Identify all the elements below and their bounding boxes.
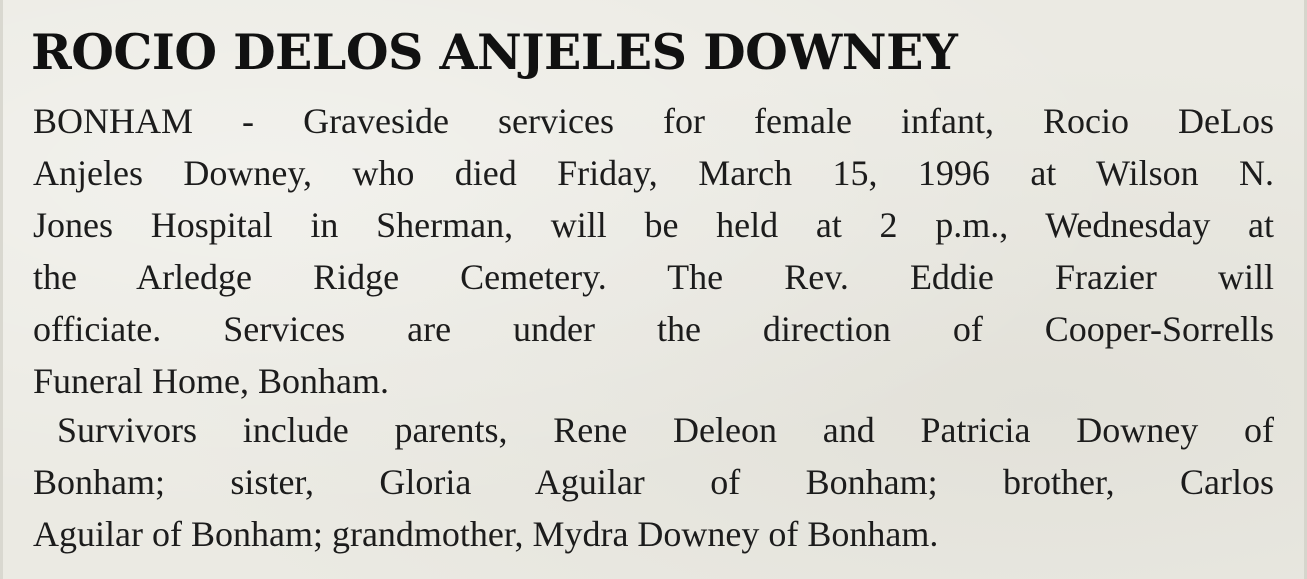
paragraph-2-line-2: Bonham; sister, Gloria Aguilar of Bonham; brother, Carlos [33,462,1274,502]
paragraph-2-line-3: Aguilar of Bonham; grandmother, Mydra Downey of Bonham. [33,514,939,554]
paragraph-1-line-5: officiate. Services are under the direction of Cooper-Sorrells [33,309,1274,349]
paragraph-1-line-1: BONHAM - Graveside services for female infant, Rocio DeLos [33,101,1274,141]
paragraph-1-line-2: Anjeles Downey, who died Friday, March 15, 1996 at Wilson N. [33,153,1274,193]
paragraph-2-line-1: Survivors include parents, Rene Deleon and Patricia Downey of [57,410,1274,450]
paragraph-1-line-3: Jones Hospital in Sherman, will be held at 2 p.m., Wednesday at [33,205,1274,245]
obituary-headline: ROCIO DELOS ANJELES DOWNEY [31,23,958,81]
paragraph-1-line-6: Funeral Home, Bonham. [33,361,389,401]
paragraph-1-line-4: the Arledge Ridge Cemetery. The Rev. Eddie Frazier will [33,257,1274,297]
